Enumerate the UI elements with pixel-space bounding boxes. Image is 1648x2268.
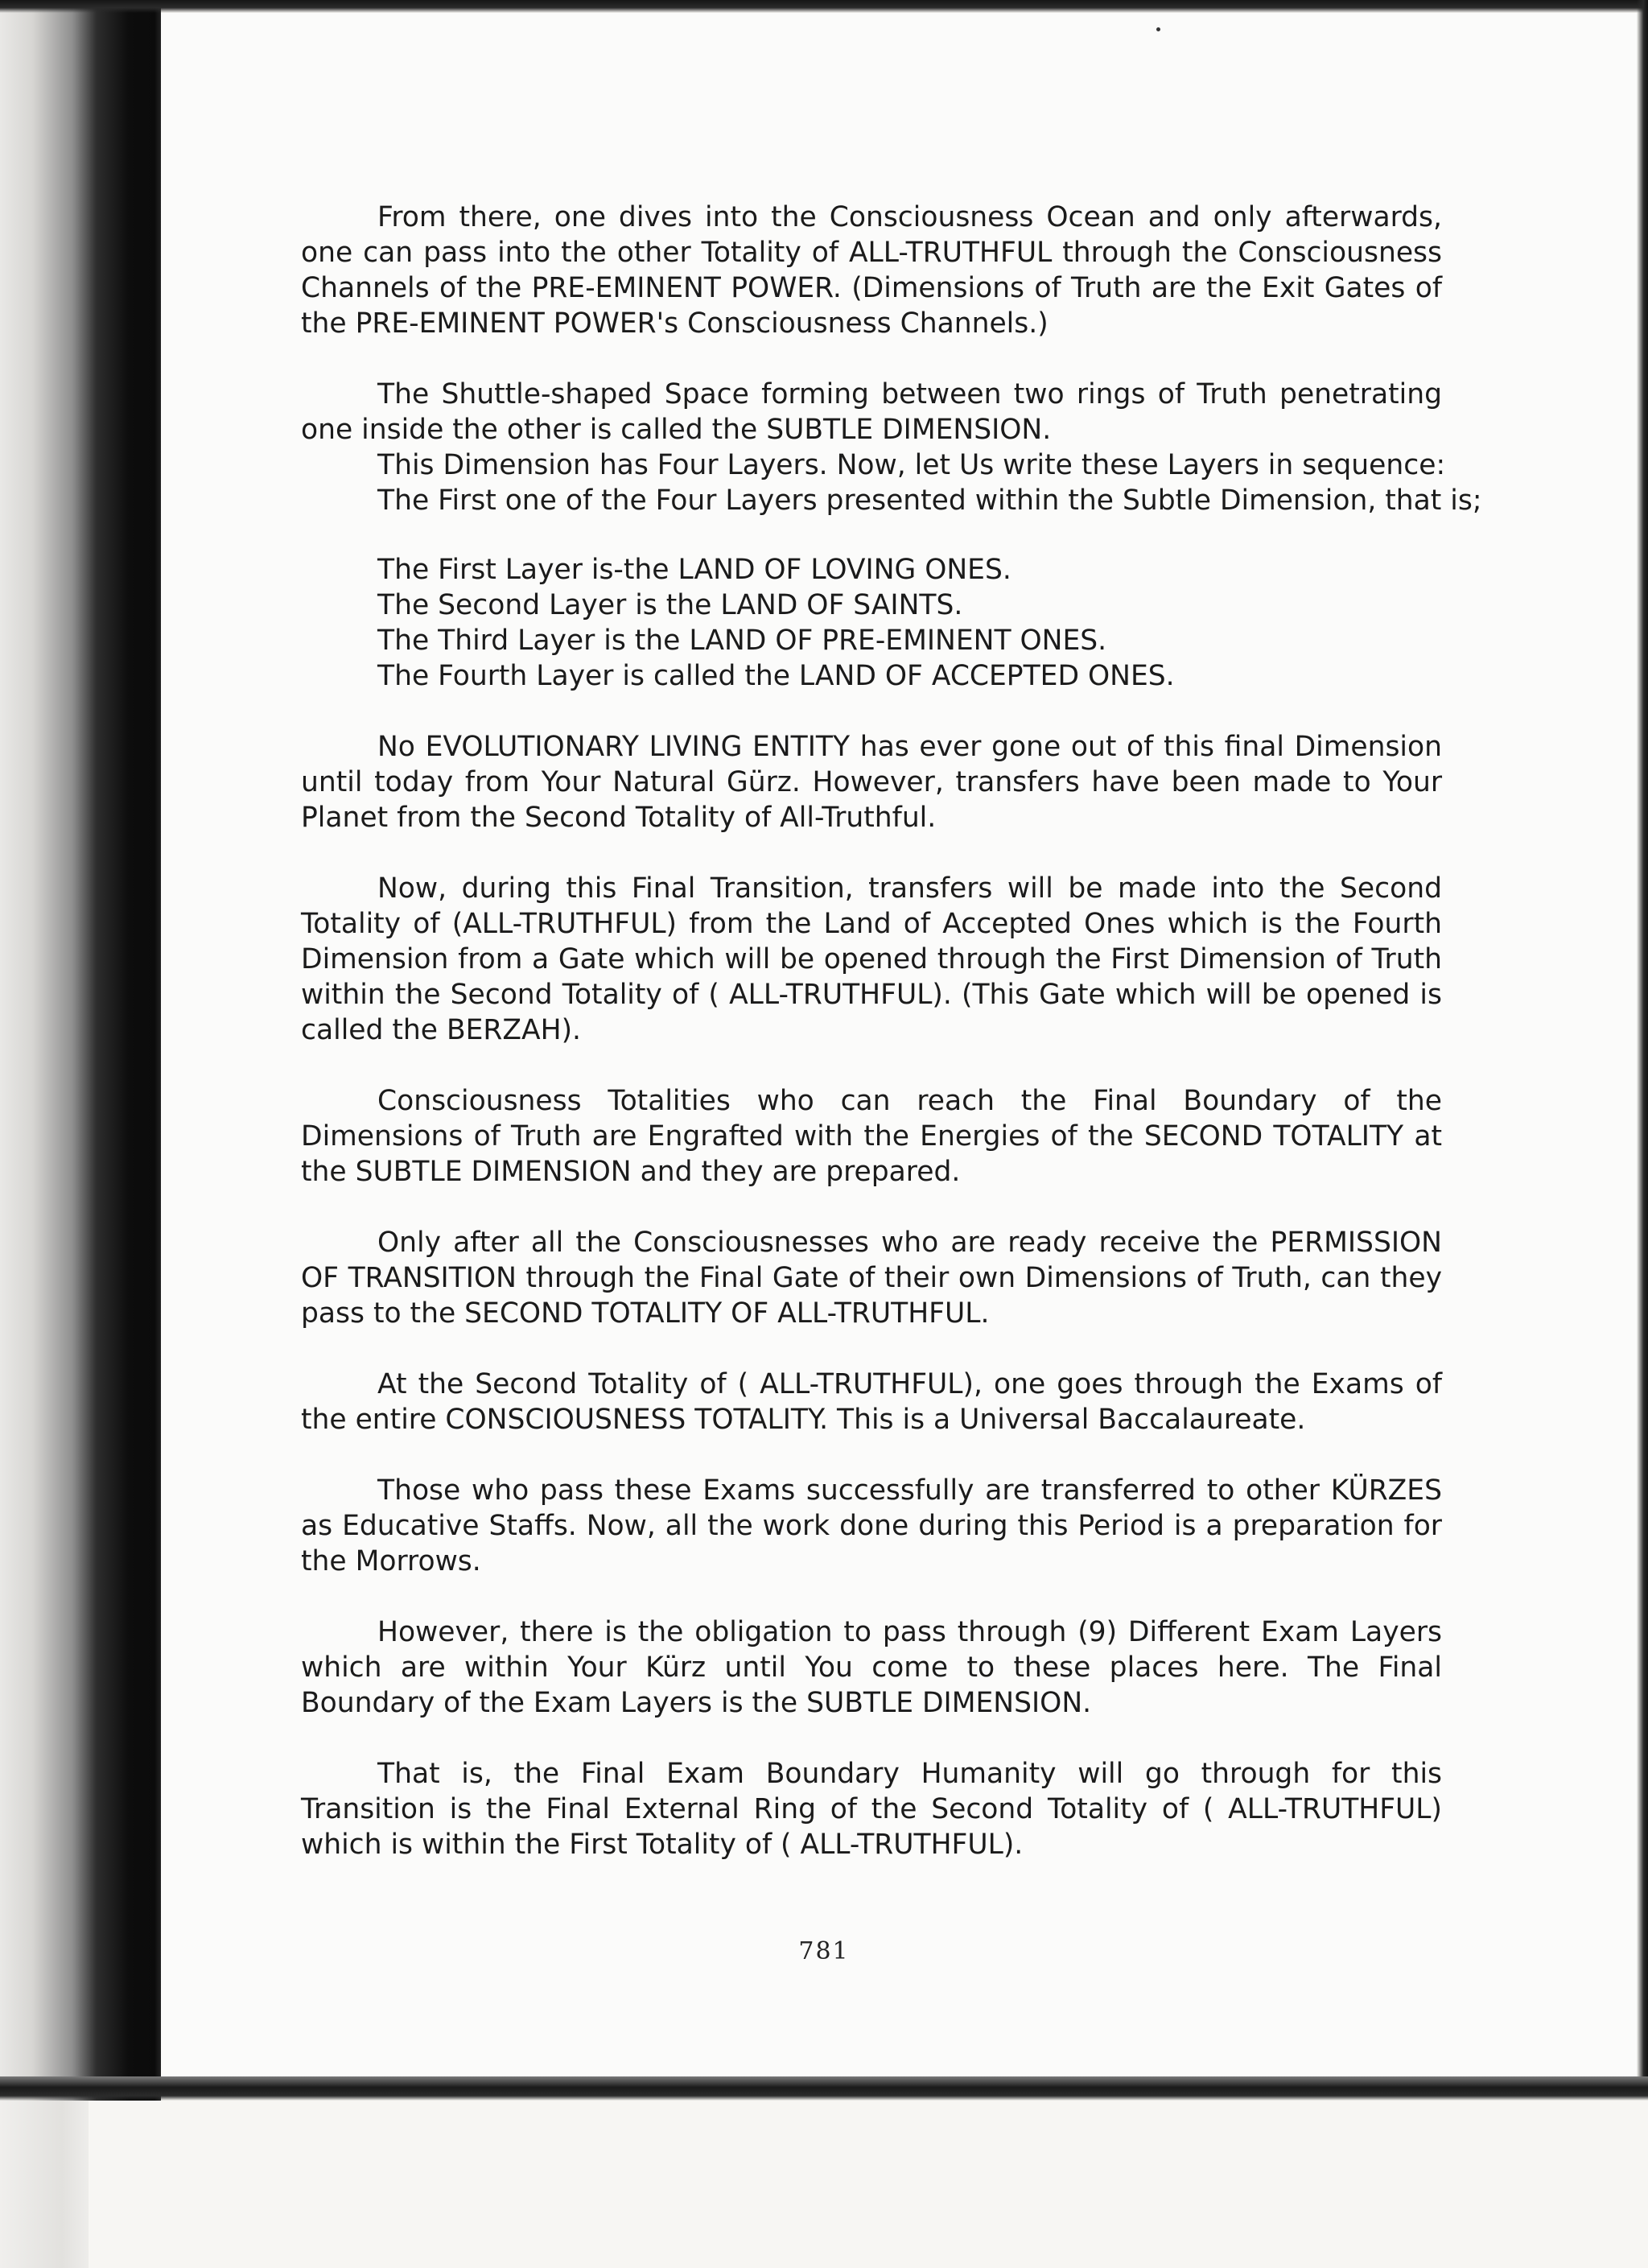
page-number: 781 (798, 1937, 850, 1965)
paragraph-four-layers: This Dimension has Four Layers. Now, let Us write these Layers in sequence: (377, 449, 1446, 481)
paragraph-educative-staffs: Those who pass these Exams successfully are transferred to other KÜRZES as Educative Staffs. Now, all the work done during this Period is a preparation for the Morrows. (301, 1474, 1442, 1577)
book-binding-shadow (0, 0, 161, 2101)
paragraph-final-transition: Now, during this Final Transition, transfers will be made into the Second Totality of (ALL-TRUTHFUL) from the Land of Accepted Ones which is the Fourth Dimension from a Gate which will be opened through the First Dimension of Truth within the Second Totality of ( ALL-TRUTHFUL). (This Gate which will be opened is called the BERZAH). (301, 872, 1442, 1046)
paragraph-consciousness-ocean: From there, one dives into the Consciousness Ocean and only afterwards, one can pass into the other Totality of ALL-TRUTHFUL through the Consciousness Channels of the PRE-EMINENT POWER. (Dimensions of Truth are the Exit Gates of the PRE-EMINENT POWER's Consciousness Channels.) (301, 201, 1442, 340)
paragraph-universal-baccalaureate: At the Second Totality of ( ALL-TRUTHFUL), one goes through the Exams of the entire CONSCIOUSNESS TOTALITY. This is a Universal Baccalaureate. (301, 1368, 1442, 1436)
paragraph-exam-layers: However, there is the obligation to pass through (9) Different Exam Layers which are within Your Kürz until You come to these places here. The Final Boundary of the Exam Layers is the SUBTLE DIMENSION. (301, 1616, 1442, 1719)
paragraph-final-exam-boundary: That is, the Final Exam Boundary Humanity will go through for this Transition is the Final External Ring of the Second Totality of ( ALL-TRUTHFUL) which is within the First Totality of ( ALL-TRUTHFUL). (301, 1758, 1442, 1861)
paragraph-subtle-dimension: The Shuttle-shaped Space forming between two rings of Truth penetrating one inside the other is called the SUBTLE DIMENSION. (301, 378, 1442, 446)
page-body-text (301, 200, 1482, 1862)
scan-right-edge (1637, 0, 1648, 2084)
dust-speck (1156, 27, 1160, 31)
layer-list-item: The First Layer is-the LAND OF LOVING ONES. (377, 554, 1011, 586)
paragraph-layers-intro: The First one of the Four Layers presented within the Subtle Dimension, that is; (377, 485, 1482, 517)
layer-list-item: The Fourth Layer is called the LAND OF ACCEPTED ONES. (377, 660, 1175, 692)
layer-list-item: The Third Layer is the LAND OF PRE-EMINENT ONES. (377, 625, 1107, 657)
paragraph-permission-of-transition: Only after all the Consciousnesses who are ready receive the PERMISSION OF TRANSITION through the Final Gate of their own Dimensions of Truth, can they pass to the SECOND TOTALITY OF ALL-TRUTHFUL. (301, 1227, 1442, 1330)
paragraph-evolutionary-entity: No EVOLUTIONARY LIVING ENTITY has ever gone out of this final Dimension until today from Your Natural Gürz. However, transfers have been made to Your Planet from the Second Totality of All-Truthful. (301, 731, 1442, 834)
paragraph-consciousness-totalities: Consciousness Totalities who can reach the Final Boundary of the Dimensions of Truth are Engrafted with the Energies of the SECOND TOTALITY at the SUBTLE DIMENSION and they are prepared. (301, 1085, 1442, 1188)
layer-list-item: The Second Layer is the LAND OF SAINTS. (377, 589, 963, 621)
scan-top-edge (0, 0, 1648, 13)
scan-bottom-edge (0, 2076, 1648, 2101)
